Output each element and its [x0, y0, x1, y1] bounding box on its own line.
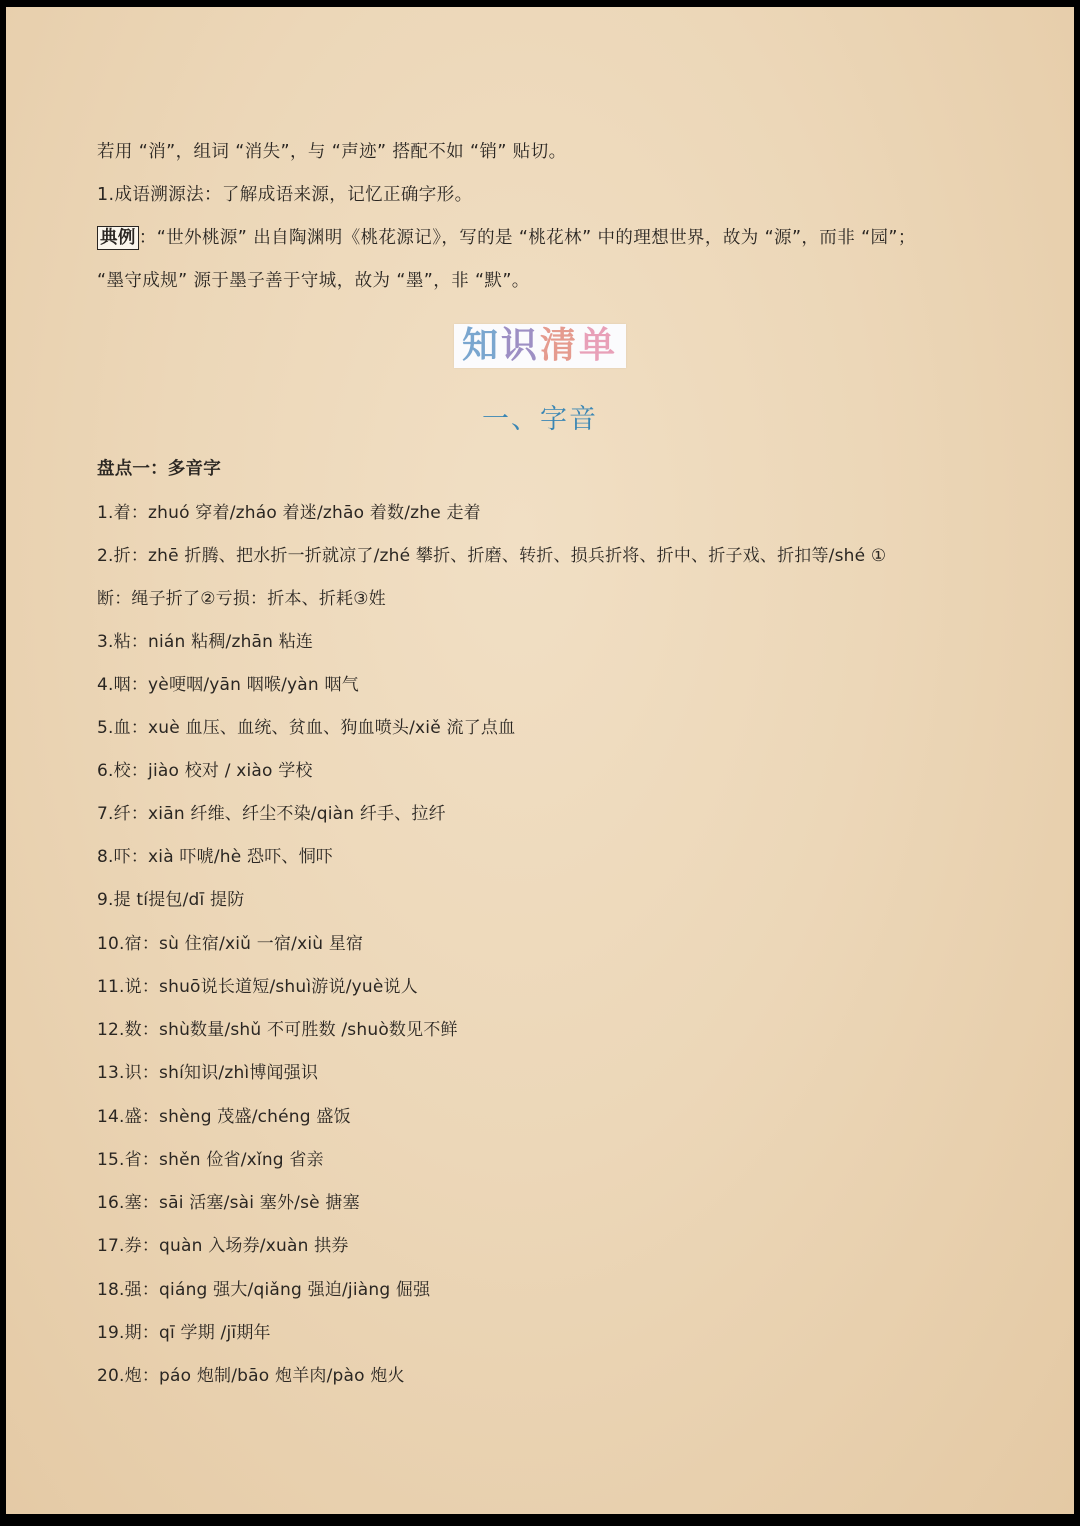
list-item: 15.省：shěn 俭省/xǐng 省亲 [97, 1150, 324, 1170]
subheading: 盘点一：多音字 [97, 459, 221, 479]
section-heading: 一、字音 [482, 404, 598, 435]
list-item: 6.校：jiào 校对 / xiào 学校 [97, 761, 313, 781]
list-item: 3.粘：nián 粘稠/zhān 粘连 [97, 632, 314, 652]
intro-line-4: “墨守成规” 源于墨子善于守城，故为 “墨”，非 “默”。 [97, 271, 530, 291]
title-char-2: 识 [500, 325, 540, 366]
list-item: 断：绳子折了②亏损：折本、折耗③姓 [97, 589, 386, 609]
knowledge-list-title [454, 324, 626, 368]
list-item: 18.强：qiáng 强大/qiǎng 强迫/jiàng 倔强 [97, 1280, 431, 1300]
list-item: 17.券：quàn 入场券/xuàn 拱券 [97, 1236, 349, 1256]
list-item: 13.识：shí知识/zhì博闻强识 [97, 1063, 319, 1083]
list-item: 7.纤：xiān 纤维、纤尘不染/qiàn 纤手、拉纤 [97, 804, 446, 824]
list-item: 14.盛：shèng 茂盛/chéng 盛饭 [97, 1107, 351, 1127]
example-text: ：“世外桃源” 出自陶渊明《桃花源记》，写的是 “桃花林” 中的理想世界，故为 “源”，而非 “园”； [138, 228, 916, 248]
list-item: 5.血：xuè 血压、血统、贫血、狗血喷头/xiě 流了点血 [97, 718, 516, 738]
intro-line-3 [97, 224, 916, 250]
list-item: 16.塞：sāi 活塞/sài 塞外/sè 搪塞 [97, 1193, 360, 1213]
document-page [6, 7, 1074, 1514]
list-item: 10.宿：sù 住宿/xiǔ 一宿/xiù 星宿 [97, 934, 364, 954]
list-item: 11.说：shuō说长道短/shuì游说/yuè说人 [97, 977, 418, 997]
list-item: 1.着：zhuó 穿着/zháo 着迷/zhāo 着数/zhe 走着 [97, 503, 481, 523]
list-item: 9.提 tí提包/dī 提防 [97, 890, 245, 910]
title-char-3: 清 [540, 325, 580, 366]
list-item: 20.炮：páo 炮制/bāo 炮羊肉/pào 炮火 [97, 1366, 405, 1386]
list-item: 12.数：shù数量/shǔ 不可胜数 /shuò数见不鲜 [97, 1020, 458, 1040]
example-badge: 典例 [97, 226, 139, 250]
title-char-4: 单 [579, 325, 619, 366]
list-item: 19.期：qī 学期 /jī期年 [97, 1323, 271, 1343]
title-char-1: 知 [461, 325, 501, 366]
list-item: 2.折：zhē 折腾、把水折一折就凉了/zhé 攀折、折磨、转折、损兵折将、折中、折子戏、折扣等/shé ① [97, 546, 887, 566]
intro-line-1: 若用 “消”，组词 “消失”，与 “声迹” 搭配不如 “销” 贴切。 [97, 142, 567, 162]
list-item: 4.咽：yè哽咽/yān 咽喉/yàn 咽气 [97, 675, 359, 695]
list-item: 8.吓：xià 吓唬/hè 恐吓、恫吓 [97, 847, 333, 867]
intro-line-2: 1.成语溯源法：了解成语来源，记忆正确字形。 [97, 185, 473, 205]
